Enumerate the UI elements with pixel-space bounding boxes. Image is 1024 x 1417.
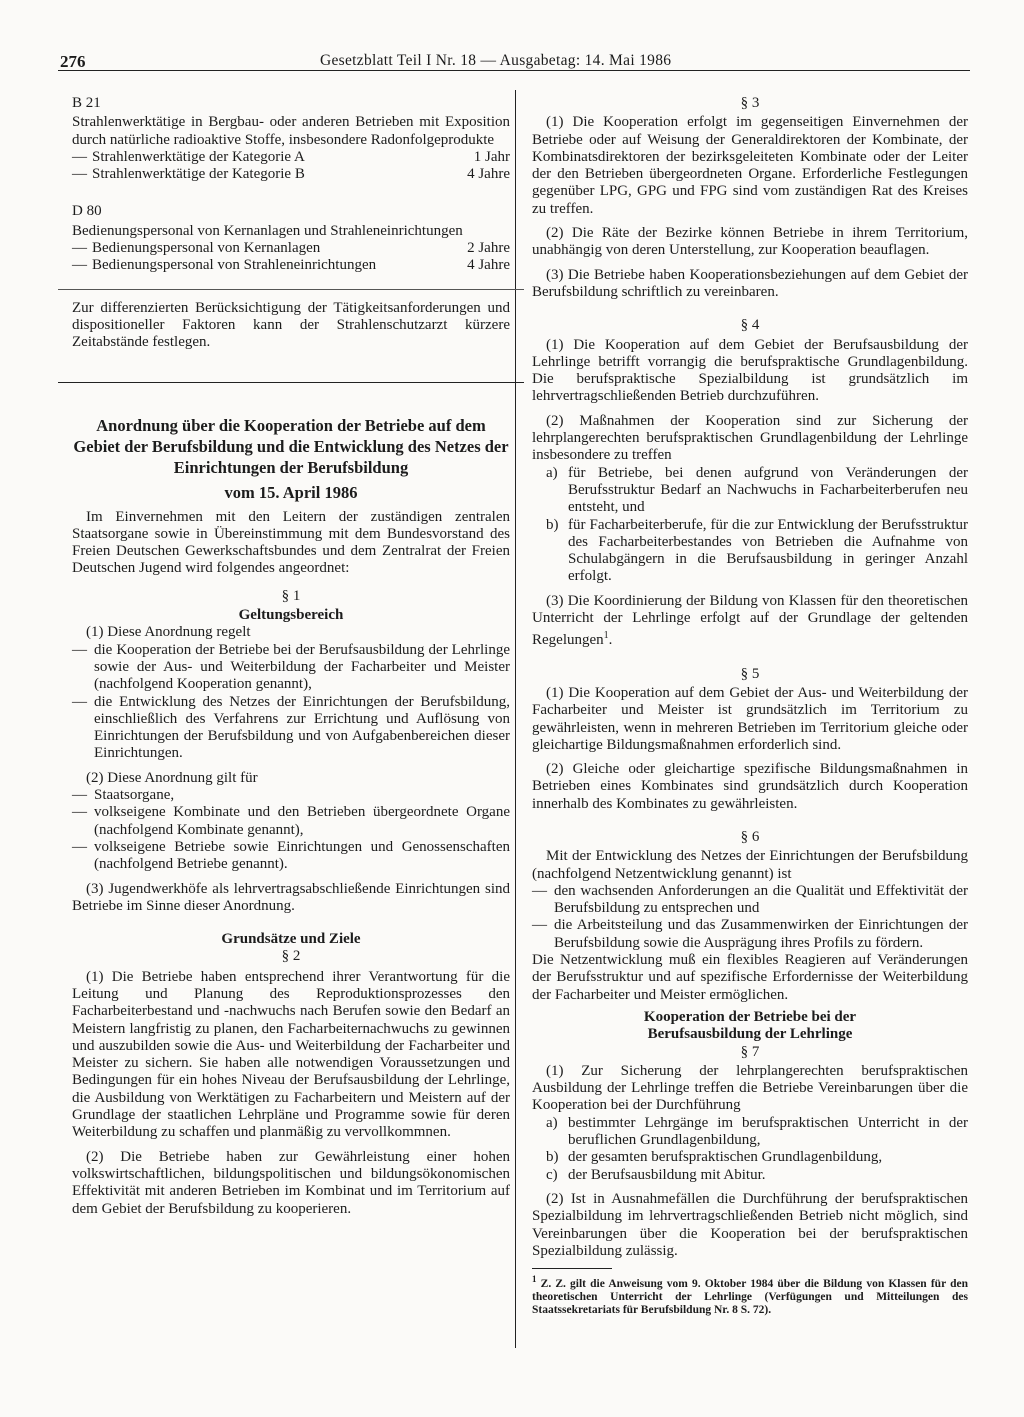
interval-row: — Bedienungspersonal von Kernanlagen 2 Jahre bbox=[72, 240, 510, 257]
interval-row: — Strahlenwerktätige der Kategorie B 4 Jahre bbox=[72, 166, 510, 183]
paragraph: (2) Die Räte der Bezirke können Betriebe in ihrem Territorium, unabhängig von deren Unterstellung, zur Kooperation beauflagen. bbox=[532, 225, 968, 259]
list-item: — die Kooperation der Betriebe bei der Berufsausbildung der Lehrlinge sowie der Aus- und Weiterbildung der Facharbeiter und Meister (nachfolgend Kooperation genannt), bbox=[72, 641, 510, 693]
list-item: c) der Berufsausbildung mit Abitur. bbox=[546, 1166, 766, 1183]
paragraph: (2) Die Betriebe haben zur Gewährleistung einer hohen volkswirtschaftlichen, bildungspolitischen und bildungsökonomischen Effektivität mit anderen Betrieben im Kombinat und im Territorium auf dem Gebiet der Berufsbildung zu kooperieren. bbox=[72, 1148, 510, 1217]
section-number: § 2 bbox=[281, 948, 301, 965]
table-rule bbox=[58, 289, 524, 290]
section-number: § 3 bbox=[740, 95, 760, 111]
list-item: a) bestimmter Lehrgänge im berufspraktischen Unterricht in der beruflichen Grundlagenbildung, bbox=[546, 1114, 968, 1149]
list-item: b) der gesamten berufspraktischen Grundlagenbildung, bbox=[546, 1149, 883, 1166]
right-column bbox=[532, 95, 968, 1317]
list-item: b) für Facharbeiterberufe, für die zur Entwicklung der Berufsstruktur des Facharbeiterbestandes von Betrieben die Aufnahme von Schulabgängern in die Berufsausbildung in geringer Anzahl erfolgt. bbox=[546, 516, 968, 585]
section-number: § 4 bbox=[740, 317, 760, 334]
category-b21 bbox=[72, 95, 510, 183]
paragraph: (3) Die Betriebe haben Kooperationsbeziehungen auf dem Gebiet der Berufsbildung schriftlich zu vereinbaren. bbox=[532, 266, 968, 300]
paragraph: Die Netzentwicklung muß ein flexibles Reagieren auf Veränderungen der Berufsstruktur und auf spezifische Erfordernisse der Weiterbildung der Facharbeiter und Meister ermöglichen. bbox=[532, 952, 968, 1003]
footnote-rule bbox=[532, 1268, 612, 1269]
paragraph: (1) Die Kooperation auf dem Gebiet der Berufsausbildung der Lehrlinge betrifft vorrangig die berufspraktische Grundlagenbildung. Die berufspraktische Spezialbildung ist grundsätzlich im lehrvertragschließenden Betrieb durchzuführen. bbox=[532, 336, 968, 405]
section-heading: Grundsätze und Ziele bbox=[221, 931, 361, 948]
list-item: — die Entwicklung des Netzes der Einrichtungen der Berufsbildung, einschließlich des Verfahrens zur Errichtung und Auflösung von Einrichtungen der Berufsbildung und von Aufgabenbereichen dieser Einrichtungen. bbox=[72, 693, 510, 762]
footnote: $^1$ Z. Z. gilt die Anweisung vom 9. Oktober 1984 über die Bildung von Klassen für den theoretischen Unterricht der Lehrlinge (Verfügungen und Mitteilungen des Staatssekretariats für Berufsbildung Nr. 8 S. 72). bbox=[532, 1274, 968, 1316]
section-heading: Berufsausbildung der Lehrlinge bbox=[647, 1026, 853, 1043]
paragraph: Mit der Entwicklung des Netzes der Einrichtungen der Berufsbildung (nachfolgend Netzentwicklung genannt) ist bbox=[532, 848, 968, 882]
ordinance-title: Anordnung über die Kooperation der Betriebe auf dem Gebiet der Berufsbildung und die Entwicklung des Netzes der Einrichtungen der Berufsbildung bbox=[73, 415, 509, 477]
page-number: 276 bbox=[60, 52, 86, 71]
paragraph: (1) Zur Sicherung der lehrplangerechten berufspraktischen Ausbildung der Lehrlinge treffen die Betriebe Vereinbarungen über die Kooperation bei der Durchführung bbox=[532, 1062, 968, 1114]
list-item: — die Arbeitsteilung und das Zusammenwirken der Einrichtungen der Berufsbildung sowie die Ausprägung ihres Profils zu fördern. bbox=[532, 917, 968, 951]
closing-note: Zur differenzierten Berücksichtigung der Tätigkeitsanforderungen und dispositioneller Faktoren kann der Strahlenschutzarzt kürzere Zeitabstände festlegen. bbox=[72, 299, 510, 351]
section-heading: Geltungsbereich bbox=[238, 607, 344, 624]
section-number: § 1 bbox=[281, 587, 301, 604]
section-number: § 5 bbox=[740, 665, 760, 682]
list-item: a) für Betriebe, bei denen aufgrund von Veränderungen der Berufsstruktur Bedarf an Nachwuchs in Facharbeiterberufen neu entsteht, und bbox=[546, 464, 968, 516]
left-column bbox=[72, 95, 510, 1218]
paragraph: (1) Diese Anordnung regelt bbox=[86, 624, 251, 641]
category-description: Bedienungspersonal von Kernanlagen und Strahleneinrichtungen bbox=[72, 222, 463, 239]
category-d80 bbox=[72, 203, 510, 274]
preamble: Im Einvernehmen mit den Leitern der zuständigen zentralen Staatsorgane sowie in Übereinstimmung mit dem Bundesvorstand des Freien Deutschen Gewerkschaftsbundes und dem Zentralrat der Freien Deutschen Jugend wird folgendes angeordnet: bbox=[72, 508, 510, 577]
paragraph: (3) Jugendwerkhöfe als lehrvertragsabschließende Einrichtungen sind Betriebe im Sinne dieser Anordnung. bbox=[72, 880, 510, 914]
paragraph: (3) Die Koordinierung der Bildung von Klassen für den theoretischen Unterricht der Lehrlinge erfolgt auf der Grundlage der geltenden Regelungen$^1$. bbox=[532, 592, 968, 649]
header-title: Gesetzblatt Teil I Nr. 18 — Ausgabetag: 14. Mai 1986 bbox=[320, 52, 672, 69]
paragraph: (2) Gleiche oder gleichartige spezifische Bildungsmaßnahmen in Betrieben eines Kombinates sind grundsätzlich durch Kooperation innerhalb des Kombinates zu gewährleisten. bbox=[532, 761, 968, 812]
category-code: D 80 bbox=[72, 203, 102, 220]
section-number: § 6 bbox=[740, 828, 760, 845]
paragraph: (1) Die Betriebe haben entsprechend ihrer Verantwortung für die Leitung und Planung des Reproduktionsprozesses den Facharbeiterbestand und -nachwuchs nach Berufen sowie den Bedarf an Meistern langfristig zu planen, den Facharbeiternachwuchs zu gewinnen und auszubilden sowie die Aus- und Weiterbildung der Facharbeiter und Meister zu sichern. Sie haben alle notwendigen Voraussetzungen und Bedingungen für ein hohes Niveau der Berufsausbildung der Lehrlinge, die Ausbildung von Werktätigen zu Facharbeitern und Meistern auf der Grundlage der staatlichen Lehrpläne und Programme sowie für deren Weiterbildung zu schaffen und planmäßig zu vervollkommnen. bbox=[72, 968, 510, 1141]
section-number: § 7 bbox=[740, 1043, 760, 1060]
header-rule bbox=[58, 70, 970, 71]
paragraph: (2) Ist in Ausnahmefällen die Durchführung der berufspraktischen Spezialbildung im lehrvertragschließenden Betrieb nicht möglich, sind Vereinbarungen über die Kooperation bei der berufspraktischen Spezialbildung zulässig. bbox=[532, 1190, 968, 1259]
column-divider bbox=[515, 90, 516, 1348]
list-item: — volkseigene Betriebe sowie Einrichtungen und Genossenschaften (nachfolgend Betriebe genannt). bbox=[72, 838, 510, 873]
paragraph: (2) Diese Anordnung gilt für bbox=[86, 769, 258, 786]
interval-row: — Strahlenwerktätige der Kategorie A 1 Jahr bbox=[72, 148, 510, 165]
footnote-ref: 1 bbox=[603, 630, 609, 642]
section-separator bbox=[58, 382, 524, 383]
paragraph: (2) Maßnahmen der Kooperation sind zur Sicherung der lehrplangerechten berufspraktischen Grundlagenbildung der Lehrlinge insbesondere zu treffen bbox=[532, 412, 968, 464]
list-item: — volkseigene Kombinate und den Betrieben übergeordnete Organe (nachfolgend Kombinate genannt), bbox=[72, 804, 510, 838]
ordinance-date: vom 15. April 1986 bbox=[224, 482, 358, 502]
category-description: Strahlenwerktätige in Bergbau- oder anderen Betrieben mit Exposition durch natürliche radioaktive Stoffe, insbesondere Radonfolgeprodukte bbox=[72, 114, 510, 148]
list-item: — den wachsenden Anforderungen an die Qualität und Effektivität der Berufsbildung zu entsprechen und bbox=[532, 882, 968, 917]
list-item: — Staatsorgane, bbox=[72, 787, 175, 804]
section-heading: Kooperation der Betriebe bei der bbox=[643, 1008, 857, 1025]
paragraph: (1) Die Kooperation auf dem Gebiet der Aus- und Weiterbildung der Facharbeiter und Meister ist grundsätzlich im Territorium zu gewährleisten, wenn in mehreren Betrieben im Territorium gleiche oder gleichartige Bildungsmaßnahmen erforderlich sind. bbox=[532, 684, 968, 753]
paragraph: (1) Die Kooperation erfolgt im gegenseitigen Einvernehmen der Betriebe oder auf Weisung der Generaldirektoren der Kombinate, der Kombinatsdirektoren der bezirksgeleiteten Kombinate oder der Leiter der den Betrieben übergeordneten Organe. Erforderliche Festlegungen gegenüber LPG, GPG und FPG sind vom zuständigen Rat des Kreises zu treffen. bbox=[532, 114, 968, 217]
interval-row: — Bedienungspersonal von Strahleneinrichtungen 4 Jahre bbox=[72, 257, 510, 274]
category-code: B 21 bbox=[72, 95, 101, 111]
